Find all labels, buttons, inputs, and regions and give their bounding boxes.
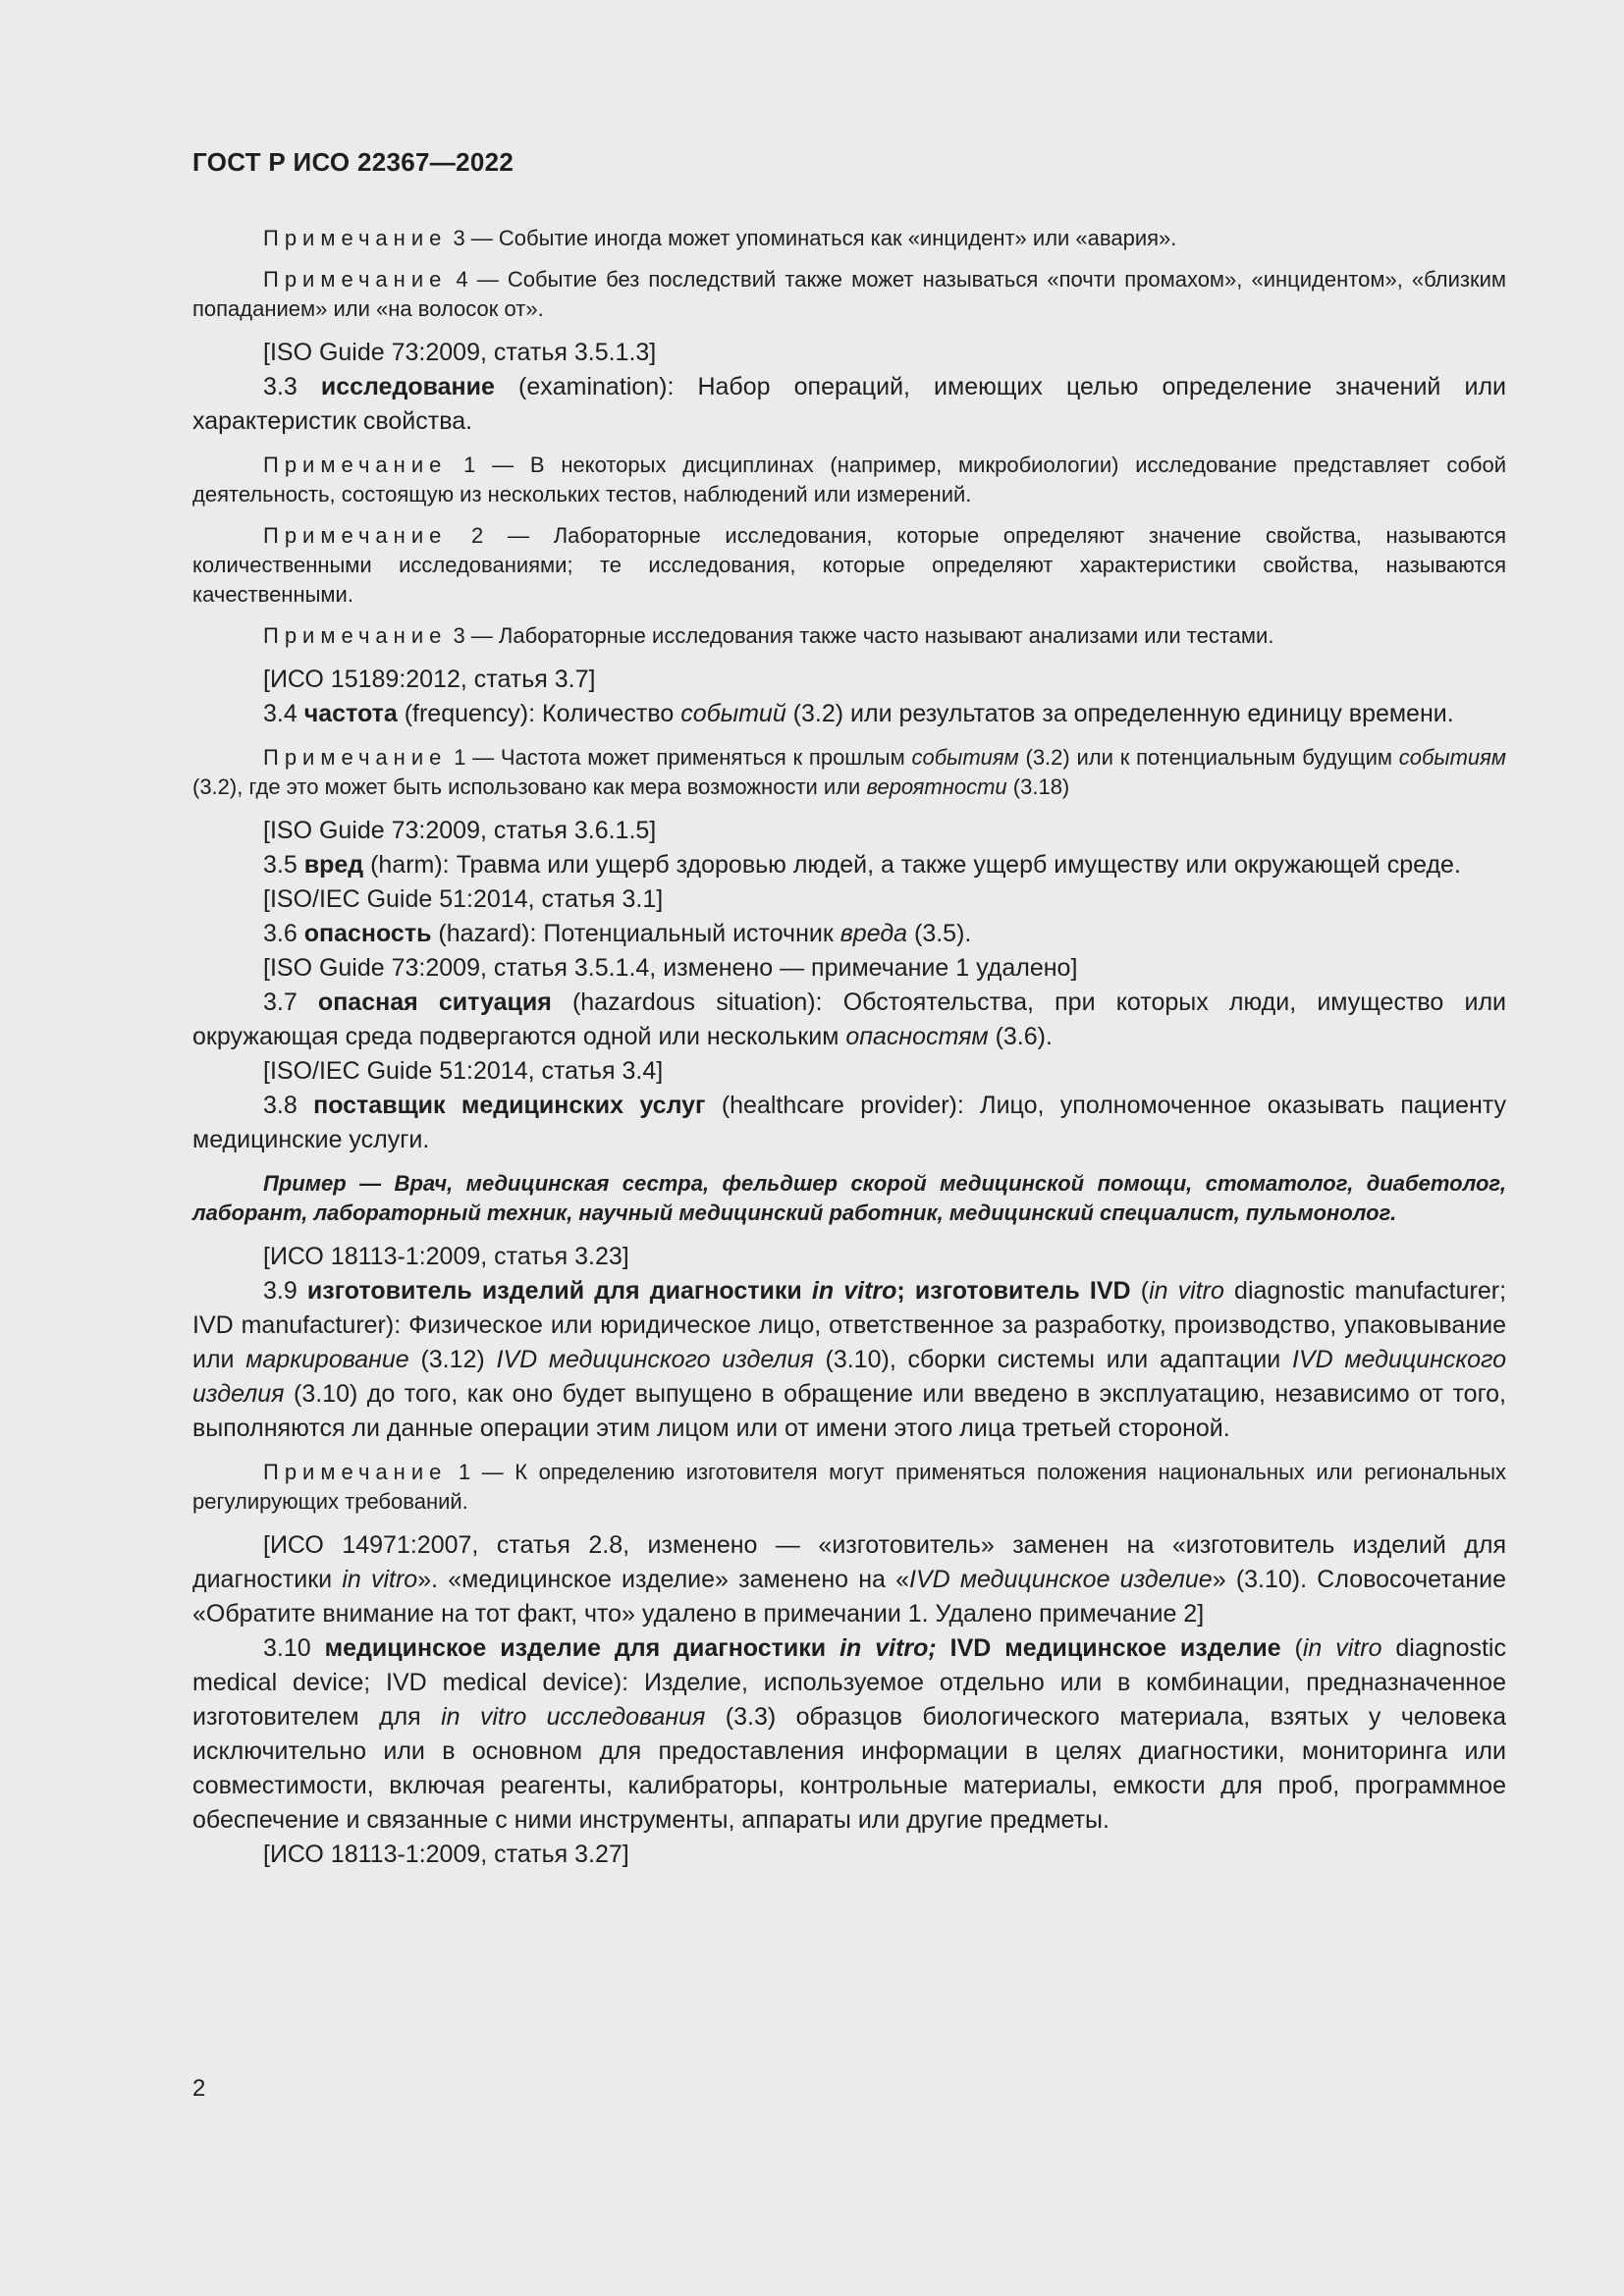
term-3-8: 3.8 поставщик медицинских услуг (healthcare provider): Лицо, уполномоченное оказывать пациенту медицинские услуги. <box>192 1092 1507 1153</box>
term-title: исследование <box>320 373 495 400</box>
source-reference: [ISO Guide 73:2009, статья 3.6.1.5] <box>263 817 657 844</box>
note: Примечание 1 — К определению изготовителя могут применяться положения национальных или региональных регулирующих требований. <box>192 1460 1507 1514</box>
term-title: вред <box>303 851 364 879</box>
term-3-4: 3.4 частота (frequency): Количество событий (3.2) или результатов за определенную единицу времени. <box>263 700 1454 727</box>
note-label: Примечание <box>263 453 448 477</box>
term-title: опасность <box>303 920 432 947</box>
note-label: Примечание <box>263 623 448 648</box>
note: Примечание 4 — Событие без последствий также может называться «почти промахом», «инцидентом», «близким попаданием» или «на волосок от». <box>192 267 1507 321</box>
source-reference: [ИСО 18113-1:2009, статья 3.23] <box>263 1243 629 1270</box>
term-3-7: 3.7 опасная ситуация (hazardous situation): Обстоятельства, при которых люди, имущество или окружающая среда подвергаются одной или нескольким опасностям (3.6). <box>192 988 1506 1050</box>
term-title: частота <box>303 700 398 727</box>
example: Пример — Врач, медицинская сестра, фельдшер скорой медицинской помощи, стоматолог, диабетолог, лаборант, лабораторный техник, научный медицинский работник, медицинский специалист, пульмонолог. <box>192 1171 1506 1225</box>
note: Примечание 1 — Частота может применяться к прошлым событиям (3.2) или к потенциальным будущим событиям (3.2), где это может быть использовано как мера возможности или вероятности (3.18) <box>192 745 1506 799</box>
source-reference: [ИСО 18113-1:2009, статья 3.27] <box>263 1841 629 1868</box>
term-3-5: 3.5 вред (harm): Травма или ущерб здоровью людей, а также ущерб имуществу или окружающей среде. <box>263 851 1461 879</box>
note-label: Примечание <box>263 745 448 770</box>
note-label: Примечание <box>263 226 448 250</box>
document-body <box>192 224 1506 1872</box>
source-reference-long: [ИСО 14971:2007, статья 2.8, изменено — «изготовитель» заменен на «изготовитель изделий для диагностики in vitro». «медицинское изделие» заменено на «IVD медицинское изделие» (3.10). Словосочетание «Обратите внимание на тот факт, что» удалено в примечании 1. Удалено примечание 2] <box>192 1531 1506 1628</box>
document-header: ГОСТ Р ИСО 22367—2022 <box>192 147 514 177</box>
source-reference: [ISO/IEC Guide 51:2014, статья 3.4] <box>263 1057 664 1085</box>
term-3-9: 3.9 изготовитель изделий для диагностики in vitro; изготовитель IVD (in vitro diagnostic manufacturer; IVD manufacturer): Физическое или юридическое лицо, ответственное за разработку, производство, упаковывание или маркирование (3.12) IVD медицинского изделия (3.10), сборки системы или адаптации IVD медицинского изделия (3.10) до того, как оно будет выпущено в обращение или введено в эксплуатацию, независимо от того, выполняются ли данные операции этим лицом или от имени этого лица третьей стороной. <box>192 1277 1507 1442</box>
source-reference: [ISO/IEC Guide 51:2014, статья 3.1] <box>263 885 664 913</box>
note: Примечание 2 — Лабораторные исследования, которые определяют значение свойства, называются количественными исследованиями; те исследования, которые определяют характеристики свойства, называются качественными. <box>192 523 1506 607</box>
term-title: поставщик медицинских услуг <box>313 1092 706 1119</box>
term-title: медицинское изделие для диагностики in vitro; IVD медицинское изделие <box>324 1634 1281 1662</box>
source-reference: [ИСО 15189:2012, статья 3.7] <box>263 666 596 693</box>
note-label: Примечание <box>263 523 448 548</box>
page-number: 2 <box>192 2075 206 2102</box>
term-title: изготовитель изделий для диагностики in vitro; изготовитель IVD <box>306 1277 1131 1305</box>
source-reference: [ISO Guide 73:2009, статья 3.5.1.4, изменено — примечание 1 удалено] <box>263 954 1078 982</box>
source-reference: [ISO Guide 73:2009, статья 3.5.1.3] <box>263 339 657 366</box>
note: Примечание 3 — Событие иногда может упоминаться как «инцидент» или «авария». <box>263 226 1177 250</box>
note: Примечание 1 — В некоторых дисциплинах (например, микробиологии) исследование представляет собой деятельность, состоящую из нескольких тестов, наблюдений или измерений. <box>192 453 1506 507</box>
term-title: опасная ситуация <box>317 988 552 1016</box>
note-label: Примечание <box>263 267 448 292</box>
term-3-3: 3.3 исследование (examination): Набор операций, имеющих целью определение значений или характеристик свойства. <box>192 373 1506 435</box>
term-3-10: 3.10 медицинское изделие для диагностики in vitro; IVD медицинское изделие (in vitro diagnostic medical device; IVD medical device): Изделие, используемое отдельно или в комбинации, предназначенное изготовителем для in vitro исследования (3.3) образцов биологического материала, взятых у человека исключительно или в основном для предоставления информации в целях диагностики, мониторинга или совместимости, включая реагенты, калибраторы, контрольные материалы, емкости для проб, программное обеспечение и связанные с ними инструменты, аппараты или другие предметы. <box>192 1634 1506 1834</box>
note-label: Примечание <box>263 1460 448 1484</box>
note: Примечание 3 — Лабораторные исследования также часто называют анализами или тестами. <box>263 623 1274 648</box>
term-3-6: 3.6 опасность (hazard): Потенциальный источник вреда (3.5). <box>263 920 972 947</box>
